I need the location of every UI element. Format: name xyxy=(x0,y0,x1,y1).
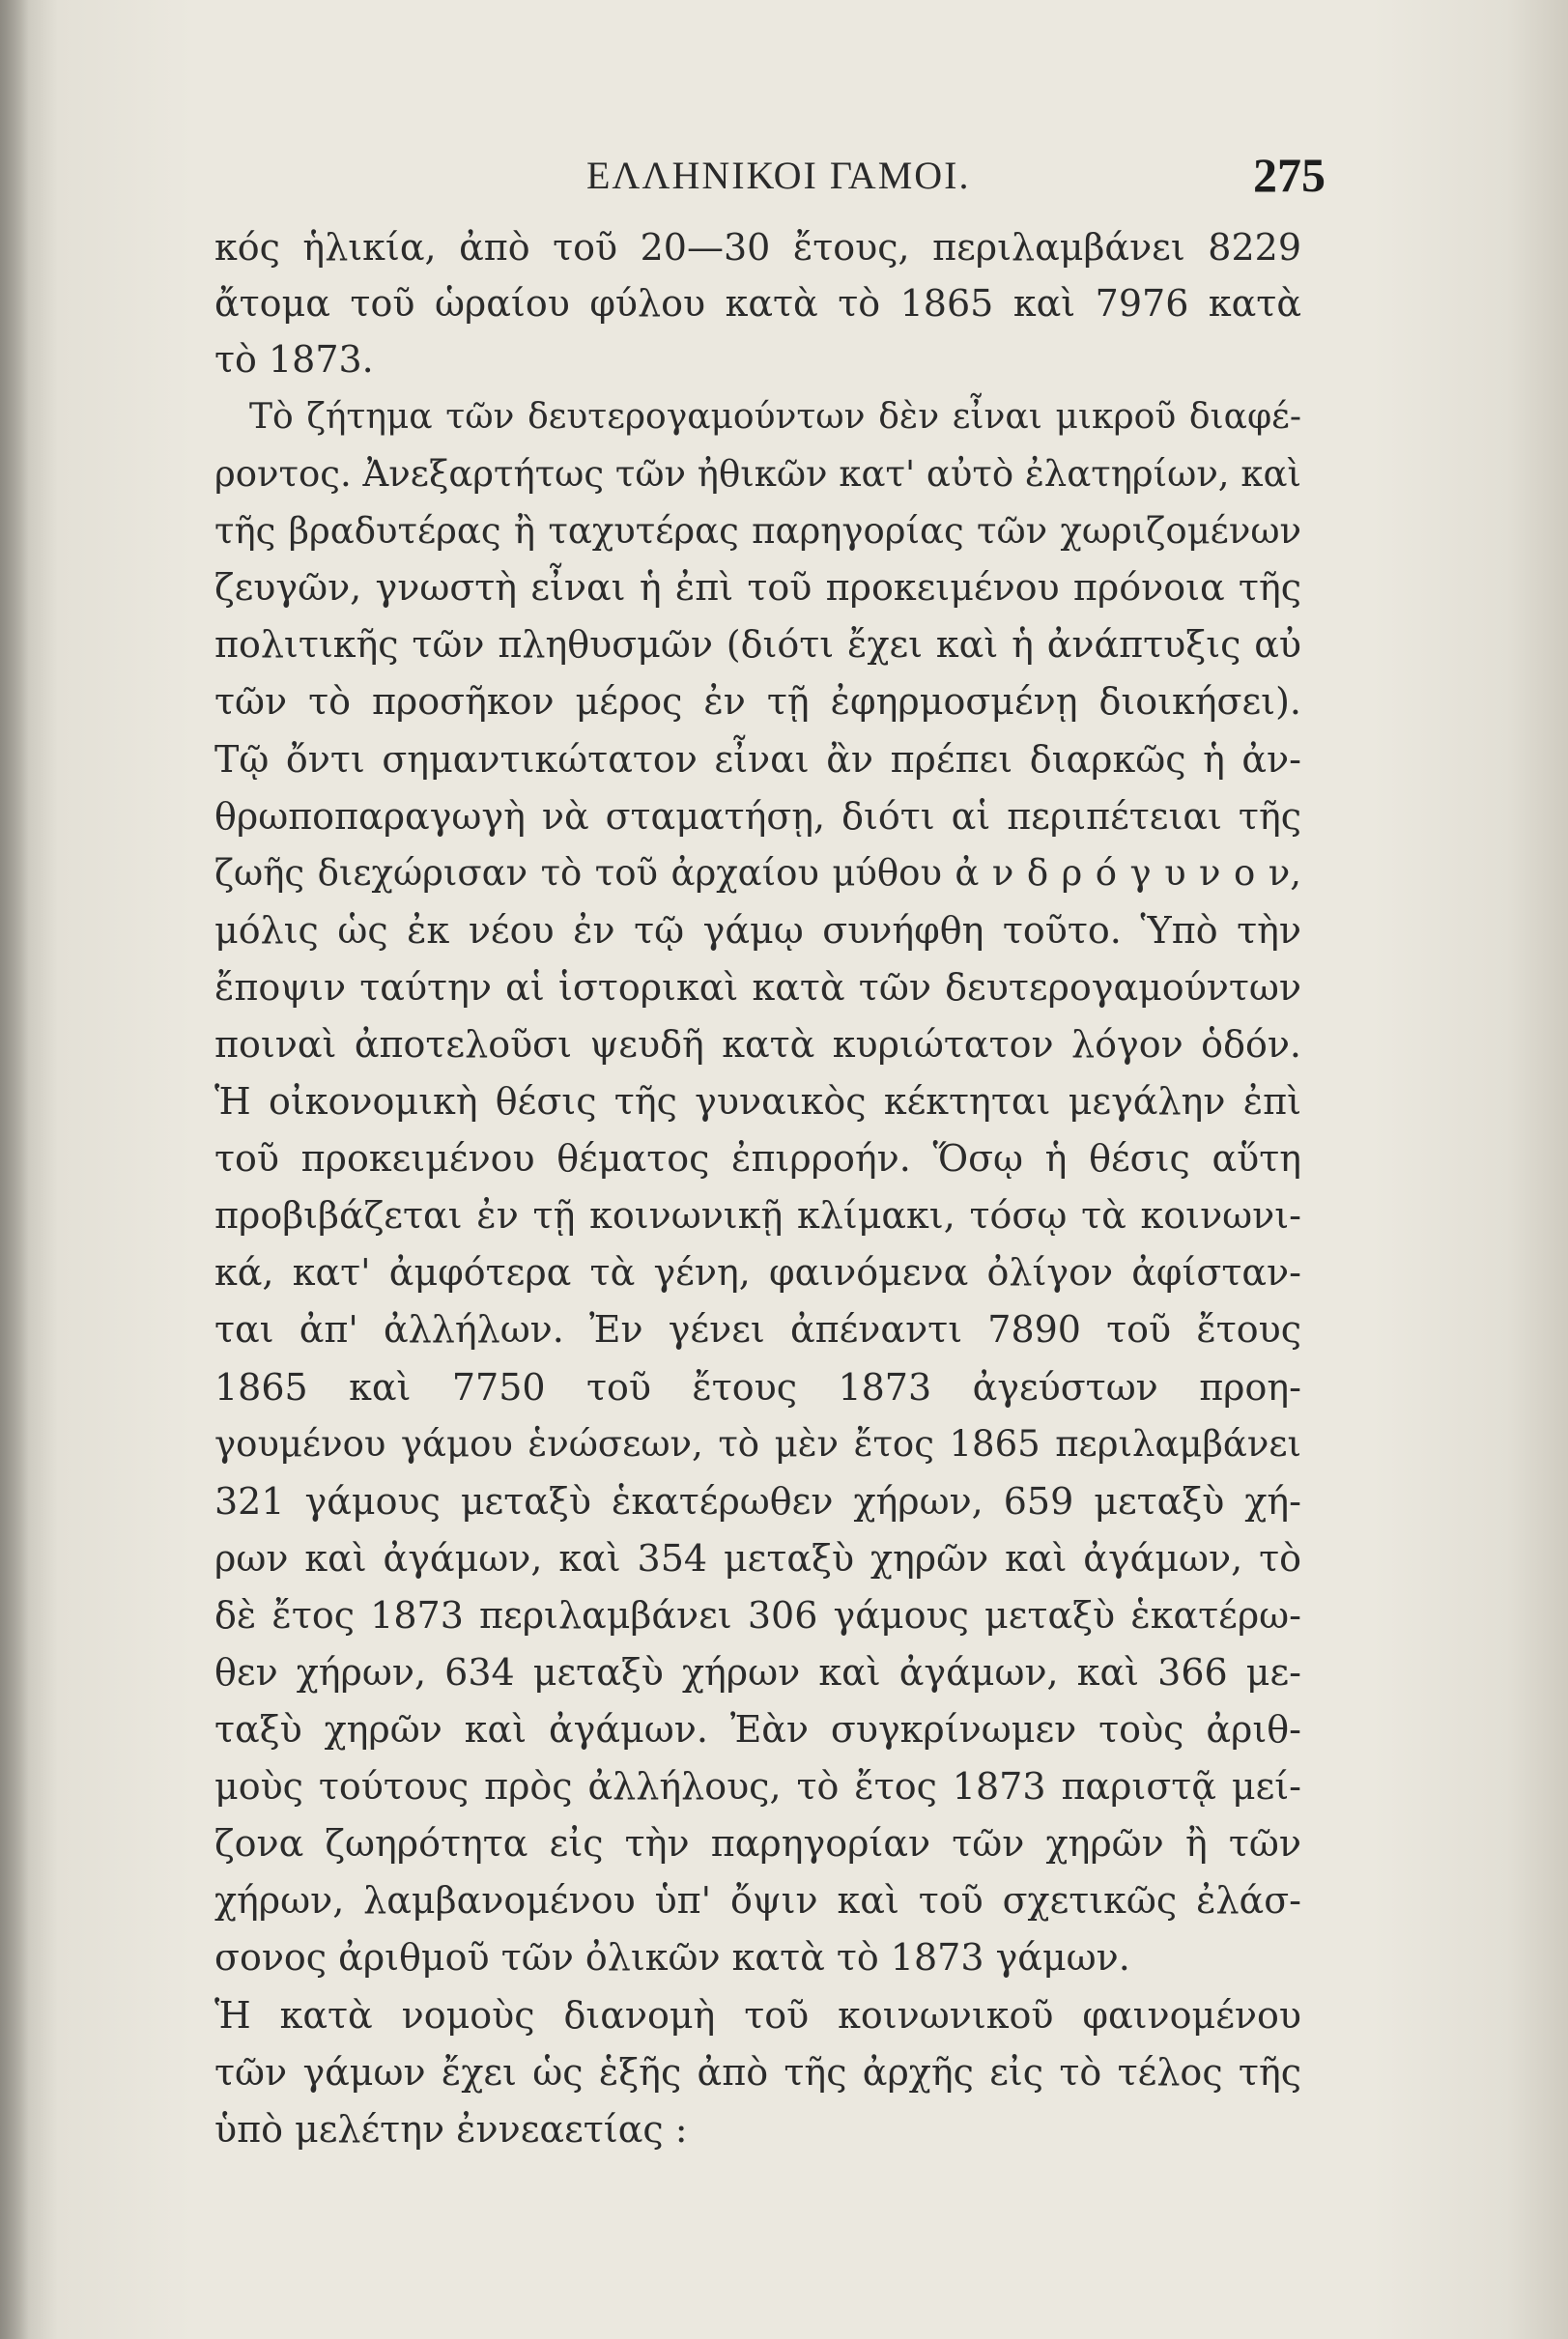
text-line: θρωποπαραγωγὴ νὰ σταματήσῃ, διότι αἱ περιπέτειαι τῆς xyxy=(214,795,1301,838)
text-line: θεν χήρων, 634 μεταξὺ χήρων καὶ ἀγάμων, καὶ 366 με- xyxy=(214,1651,1301,1694)
text-line: ζωῆς διεχώρισαν τὸ τοῦ ἀρχαίου μύθου ἀ ν δ ρ ό γ υ ν ο ν, xyxy=(214,852,1301,894)
text-line: ἄτομα τοῦ ὡραίου φύλου κατὰ τὸ 1865 καὶ 7976 κατὰ xyxy=(214,282,1301,325)
text-line: ὑπὸ μελέτην ἐννεαετίας : xyxy=(214,2108,688,2151)
text-line: ζονα ζωηρότητα εἰς τὴν παρηγορίαν τῶν χηρῶν ἢ τῶν xyxy=(214,1822,1301,1865)
text-line: Ἡ οἰκονομικὴ θέσις τῆς γυναικὸς κέκτηται μεγάλην ἐπὶ xyxy=(214,1080,1301,1123)
running-title: ΕΛΛΗΝΙΚΟΙ ΓΑΜΟΙ. xyxy=(586,154,971,197)
page-header xyxy=(214,133,1326,211)
page-number: 275 xyxy=(1253,148,1326,202)
text-line: ροντος. Ἀνεξαρτήτως τῶν ἠθικῶν κατ' αὐτὸ ἐλατηρίων, καὶ xyxy=(214,453,1301,495)
text-line: τῆς βραδυτέρας ἢ ταχυτέρας παρηγορίας τῶν χωριζομένων xyxy=(214,510,1301,552)
text-line: κά, κατ' ἀμφότερα τὰ γένη, φαινόμενα ὀλίγον ἀφίσταν- xyxy=(214,1251,1301,1294)
text-line: τοῦ προκειμένου θέματος ἐπιρροήν. Ὅσῳ ἡ θέσις αὕτη xyxy=(214,1137,1301,1180)
text-line: κός ἡλικία, ἀπὸ τοῦ 20—30 ἔτους, περιλαμβάνει 8229 xyxy=(214,226,1301,269)
text-line: Τῷ ὄντι σημαντικώτατον εἶναι ἂν πρέπει διαρκῶς ἡ ἀν- xyxy=(214,738,1301,781)
text-line: μόλις ὡς ἐκ νέου ἐν τῷ γάμῳ συνήφθη τοῦτο. Ὑπὸ τὴν xyxy=(214,909,1301,952)
text-line: πολιτικῆς τῶν πληθυσμῶν (διότι ἔχει καὶ ἡ ἀνάπτυξις αὐ xyxy=(214,623,1301,666)
text-line: δὲ ἔτος 1873 περιλαμβάνει 306 γάμους μεταξὺ ἑκατέρω- xyxy=(214,1594,1301,1637)
text-line: γουμένου γάμου ἑνώσεων, τὸ μὲν ἔτος 1865 περιλαμβάνει xyxy=(214,1423,1301,1465)
text-line: τῶν γάμων ἔχει ὡς ἑξῆς ἀπὸ τῆς ἀρχῆς εἰς τὸ τέλος τῆς xyxy=(214,2051,1301,2094)
body-text xyxy=(214,217,1301,2208)
text-line: σονος ἀριθμοῦ τῶν ὀλικῶν κατὰ τὸ 1873 γάμων. xyxy=(214,1936,1130,1979)
text-line: προβιβάζεται ἐν τῇ κοινωνικῇ κλίμακι, τόσῳ τὰ κοινωνι- xyxy=(214,1194,1301,1237)
text-line: ται ἀπ' ἀλλήλων. Ἐν γένει ἀπέναντι 7890 τοῦ ἔτους xyxy=(214,1308,1301,1351)
text-line: τῶν τὸ προσῆκον μέρος ἐν τῇ ἐφηρμοσμένῃ διοικήσει). xyxy=(214,680,1301,723)
text-line: μοὺς τούτους πρὸς ἀλλήλους, τὸ ἔτος 1873 παριστᾷ μεί- xyxy=(214,1765,1301,1808)
text-line: Ἡ κατὰ νομοὺς διανομὴ τοῦ κοινωνικοῦ φαινομένου xyxy=(214,1994,1301,2037)
text-line: 321 γάμους μεταξὺ ἑκατέρωθεν χήρων, 659 μεταξὺ χή- xyxy=(214,1480,1301,1523)
text-line: ταξὺ χηρῶν καὶ ἀγάμων. Ἐὰν συγκρίνωμεν τοὺς ἀριθ- xyxy=(214,1708,1301,1751)
text-line: τὸ 1873. xyxy=(214,338,374,381)
text-line: χήρων, λαμβανομένου ὑπ' ὄψιν καὶ τοῦ σχετικῶς ἐλάσ- xyxy=(214,1879,1301,1922)
text-line: Τὸ ζήτημα τῶν δευτερογαμούντων δὲν εἶναι μικροῦ διαφέ- xyxy=(249,397,1301,437)
text-line: ρων καὶ ἀγάμων, καὶ 354 μεταξὺ χηρῶν καὶ ἀγάμων, τὸ xyxy=(214,1537,1301,1580)
text-line: 1865 καὶ 7750 τοῦ ἔτους 1873 ἀγεύστων προη- xyxy=(214,1366,1301,1409)
binding-gutter-shadow xyxy=(0,0,29,2339)
text-line: ἔποψιν ταύτην αἱ ἱστορικαὶ κατὰ τῶν δευτερογαμούντων xyxy=(214,966,1301,1009)
text-line: ποιναὶ ἀποτελοῦσι ψευδῆ κατὰ κυριώτατον λόγον ὁδόν. xyxy=(214,1023,1301,1066)
text-line: ζευγῶν, γνωστὴ εἶναι ἡ ἐπὶ τοῦ προκειμένου πρόνοια τῆς xyxy=(214,566,1301,609)
